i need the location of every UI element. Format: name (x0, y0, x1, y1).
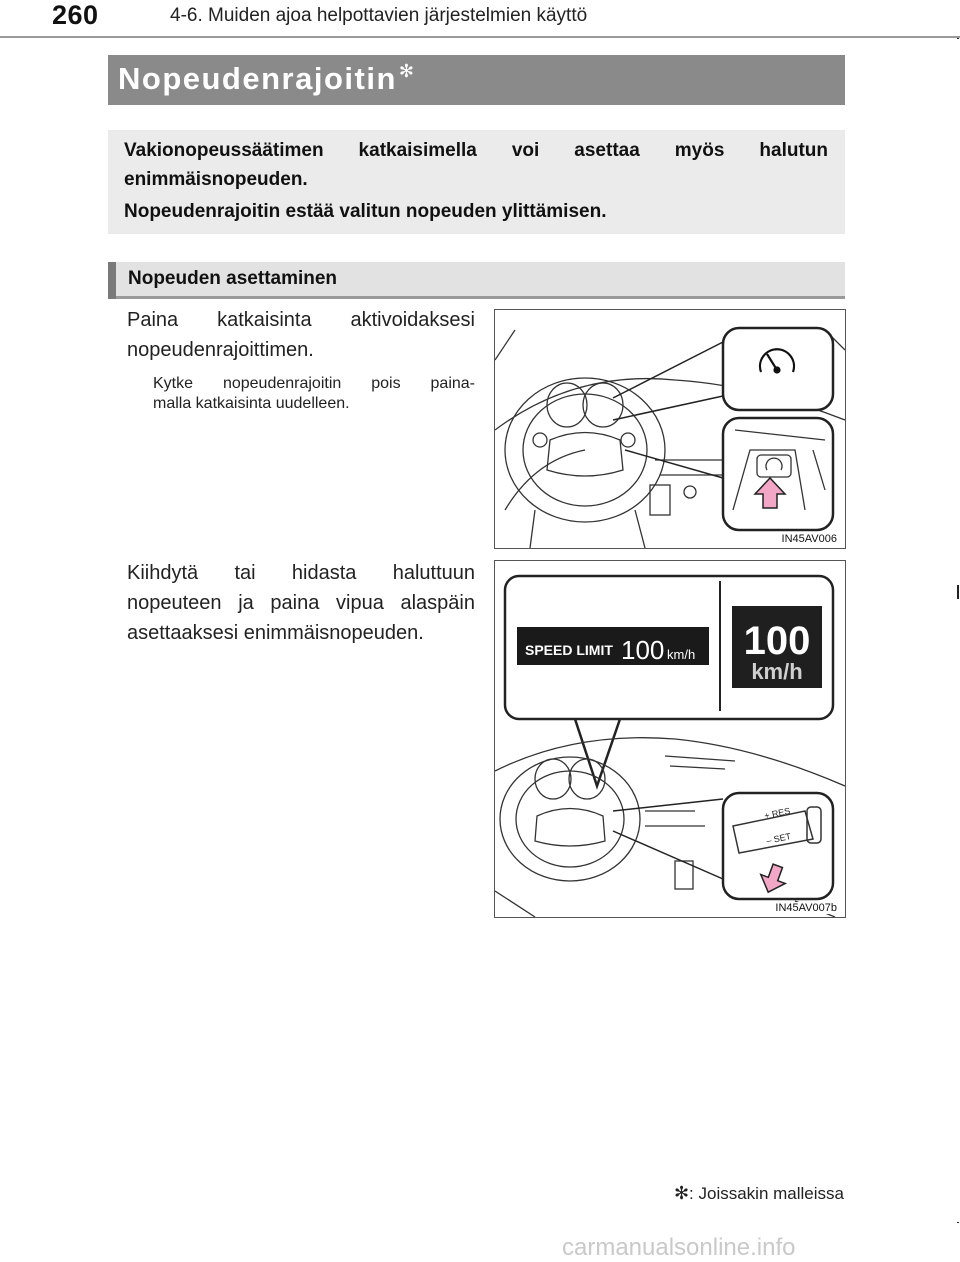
step-1-note (153, 374, 475, 414)
asterisk-icon: ✻ (398, 61, 416, 81)
figure-speed-limit-display (494, 560, 846, 918)
display-speed-value: 100 (621, 635, 665, 665)
step-1-line-1: Paina katkaisinta aktivoidaksesi (127, 309, 475, 331)
footnote-text: : Joissakin malleissa (689, 1184, 844, 1203)
page-title (118, 61, 415, 97)
lever-set-label: – SET (765, 830, 792, 846)
crop-mark (957, 38, 959, 39)
step-2-line-1: Kiihdytä tai hidasta haluttuun (127, 562, 475, 584)
crop-mark (957, 585, 959, 599)
page-number: 260 (52, 0, 99, 30)
step-1-note-line-2: malla katkaisinta uudelleen. (153, 395, 350, 412)
step-1-text (127, 305, 475, 365)
intro-line-3: Nopeudenrajoitin estää valitun nopeuden ylittämisen. (124, 201, 607, 222)
intro-line-2: enimmäisnopeuden. (124, 169, 308, 190)
intro-line-1: Vakionopeussäätimen katkaisimella voi asettaa myös halutun (124, 140, 828, 161)
running-header: 4-6. Muiden ajoa helpottavien järjestelmien käyttö (170, 5, 588, 26)
figure-speed-limiter-switch (494, 309, 846, 549)
subsection-band (108, 262, 845, 299)
lever-res-label: + RES (763, 805, 792, 821)
step-2-line-2: nopeuteen ja paina vipua alaspäin (127, 592, 475, 614)
callout-pointer (575, 719, 620, 786)
subsection-marker (108, 262, 116, 299)
step-2-text (127, 558, 475, 648)
crop-mark (957, 1222, 959, 1223)
display-speed-unit: km/h (667, 647, 696, 662)
subsection-title: Nopeuden asettaminen (128, 268, 338, 289)
display-speed-limit-label: SPEED LIMIT (525, 642, 613, 658)
figure-2-illustration (495, 561, 845, 917)
big-speed-unit: km/h (751, 659, 803, 684)
footnote (674, 1183, 844, 1204)
footnote-asterisk-icon: ✻ (673, 1183, 690, 1203)
step-1-note-line-1: Kytke nopeudenrajoitin pois paina- (153, 375, 475, 392)
watermark: carmanualsonline.info (562, 1234, 796, 1261)
step-1-line-2: nopeudenrajoittimen. (127, 339, 314, 361)
figure-1-label: IN45AV006 (781, 533, 837, 545)
figure-1-illustration (495, 310, 845, 548)
big-speed-value: 100 (743, 619, 811, 663)
header-rule (0, 36, 960, 38)
title-band (108, 55, 845, 105)
figure-2-label: IN45AV007b (775, 902, 837, 914)
page-title-text: Nopeudenrajoitin (118, 61, 397, 96)
step-2-line-3: asettaaksesi enimmäisnopeuden. (127, 622, 424, 644)
intro-box (108, 130, 845, 234)
